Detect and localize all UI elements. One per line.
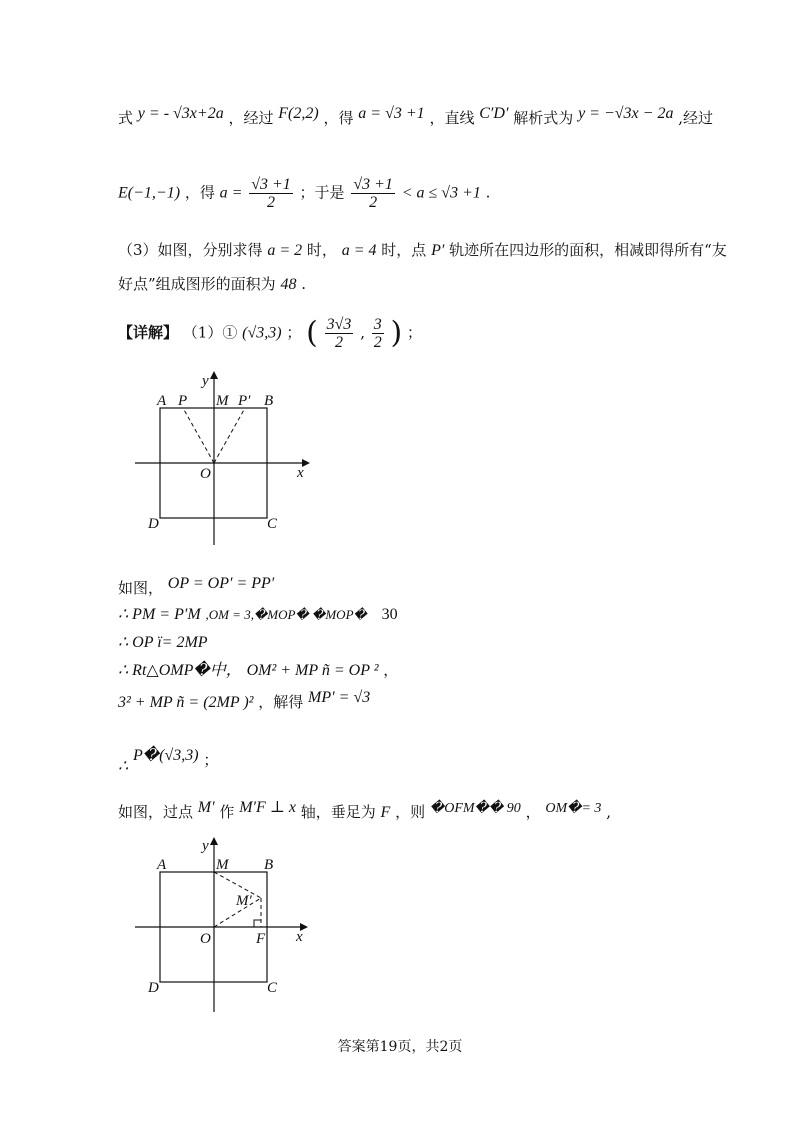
equation: M′F ⊥ x <box>239 799 296 816</box>
text: , <box>360 323 365 342</box>
text: 轨迹所在四边形的面积，相减即得所有“友 <box>449 241 727 259</box>
label-b: B <box>264 393 274 409</box>
label-m-prime: M′ <box>236 893 252 909</box>
left-paren: ( <box>306 315 318 351</box>
text: 作 <box>219 803 235 821</box>
section-heading: 【详解】 <box>118 323 179 342</box>
label-o: O <box>200 931 211 947</box>
text: ； <box>203 751 219 769</box>
text: ，得 <box>323 109 354 127</box>
equation-line-cd: y = −√3x − 2a <box>578 105 674 122</box>
label-d: D <box>148 980 159 996</box>
value-a-2: a = 2 <box>267 242 303 259</box>
solution-line-1 <box>118 105 713 129</box>
text: 轴，垂足为 <box>300 803 376 821</box>
text: ，经过 <box>228 109 274 127</box>
text: ，得 <box>184 183 215 202</box>
equation: 3² + MP ñ = (2MP )² <box>118 694 254 711</box>
figure-2-square-diagram <box>120 832 320 1017</box>
text: （3）如图，分别求得 <box>118 241 263 259</box>
text: 时，点 <box>381 241 427 259</box>
text: 解析式为 <box>513 109 574 127</box>
text: ， <box>383 661 399 679</box>
value-a: a = √3 +1 <box>358 105 425 122</box>
text: ；于是 <box>299 183 345 202</box>
inequality: < a ≤ √3 +1 <box>401 184 481 202</box>
text: ，则 <box>395 803 426 821</box>
segment-op <box>183 408 214 463</box>
equation: ∴ Rt△OMP�中， <box>118 662 242 679</box>
label-a: A <box>157 857 167 873</box>
figure-1-square-diagram <box>120 365 320 555</box>
text: 时， <box>306 241 337 259</box>
segment-op-prime <box>214 408 245 463</box>
solution-line-5 <box>118 316 422 351</box>
label-x: x <box>296 929 303 945</box>
equation: ∴ OP ï= 2MP <box>118 634 208 651</box>
point-p-prime: P′ <box>431 242 445 259</box>
point-coords: (√3,3) <box>242 324 282 342</box>
right-paren: ) <box>390 315 403 351</box>
value-a-4: a = 4 <box>341 242 377 259</box>
point-e: E(−1,−1) <box>118 184 181 202</box>
label-c: C <box>267 516 278 532</box>
y-arrow <box>210 371 218 379</box>
text: ； <box>286 323 302 342</box>
area-value: 48 <box>280 276 297 293</box>
y-arrow <box>210 837 218 845</box>
label-p: P <box>178 393 188 409</box>
label-m: M <box>216 857 229 873</box>
solution-line-8 <box>118 632 208 653</box>
label-a: A <box>157 393 167 409</box>
solution-line-12 <box>118 799 611 824</box>
solution-line-4 <box>118 274 306 295</box>
text: ； <box>407 323 423 342</box>
solution-line-3 <box>118 240 727 261</box>
equation: P�(√3,3) <box>132 747 199 764</box>
fraction: $\frac{√3 +1}{2}$ <box>353 176 393 211</box>
text: 式 <box>118 109 134 127</box>
text: ， <box>525 803 541 821</box>
text: ，解得 <box>258 693 304 711</box>
fraction: $\frac{3}{2}$ <box>373 316 382 351</box>
page-footer: 答案第19页，共2页 <box>337 1039 463 1055</box>
equation: ,OM = 3,�MOP� �MOP� <box>205 607 367 622</box>
label-f: F <box>256 931 266 947</box>
text: . <box>301 275 307 293</box>
fraction: $\frac{3√3}{2}$ <box>326 316 352 351</box>
text: （1）① <box>182 323 238 342</box>
point-f: F <box>380 804 391 821</box>
solution-line-9 <box>118 660 398 681</box>
equation: ∴ PM = P′M <box>118 606 201 623</box>
therefore-symbol: ∴ <box>118 758 129 775</box>
point-m-prime: M′ <box>197 799 215 816</box>
fraction: $\frac{√3 +1}{2}$ <box>251 176 291 211</box>
text: . <box>485 183 491 202</box>
text: , <box>606 803 611 821</box>
text: 好点”组成图形的面积为 <box>118 275 276 293</box>
equation: OM�= 3 <box>545 801 602 816</box>
point-f: F(2,2) <box>278 105 319 122</box>
label-d: D <box>148 516 159 532</box>
line-cd: C′D′ <box>479 105 509 122</box>
equation: �OFM�� 90 <box>429 801 521 816</box>
label-o: O <box>200 466 211 482</box>
label-b: B <box>264 857 274 873</box>
text: ，直线 <box>429 109 475 127</box>
right-angle-mark <box>254 920 261 927</box>
equation: OM² + MP ñ = OP ² <box>246 662 379 679</box>
label-m: M <box>216 393 229 409</box>
solution-line-11 <box>118 747 219 775</box>
equation: MP′ = √3 <box>308 689 371 706</box>
label-y: y <box>202 373 209 389</box>
solution-line-6 <box>118 575 275 599</box>
solution-line-2 <box>118 176 490 211</box>
text: ,经过 <box>678 109 713 127</box>
text: 如图， <box>118 579 164 597</box>
label-c: C <box>267 980 278 996</box>
angle-value: 30 <box>381 606 398 623</box>
label-y: y <box>202 838 209 854</box>
value-a-label: a = <box>219 184 243 202</box>
equation-line-ab: y = - √3x+2a <box>137 105 224 122</box>
solution-line-10 <box>118 689 371 713</box>
solution-line-7 <box>118 604 398 625</box>
text: 如图，过点 <box>118 803 194 821</box>
equation: OP = OP′ = PP′ <box>167 575 275 592</box>
label-p-prime: P′ <box>238 393 251 409</box>
label-x: x <box>297 465 304 481</box>
